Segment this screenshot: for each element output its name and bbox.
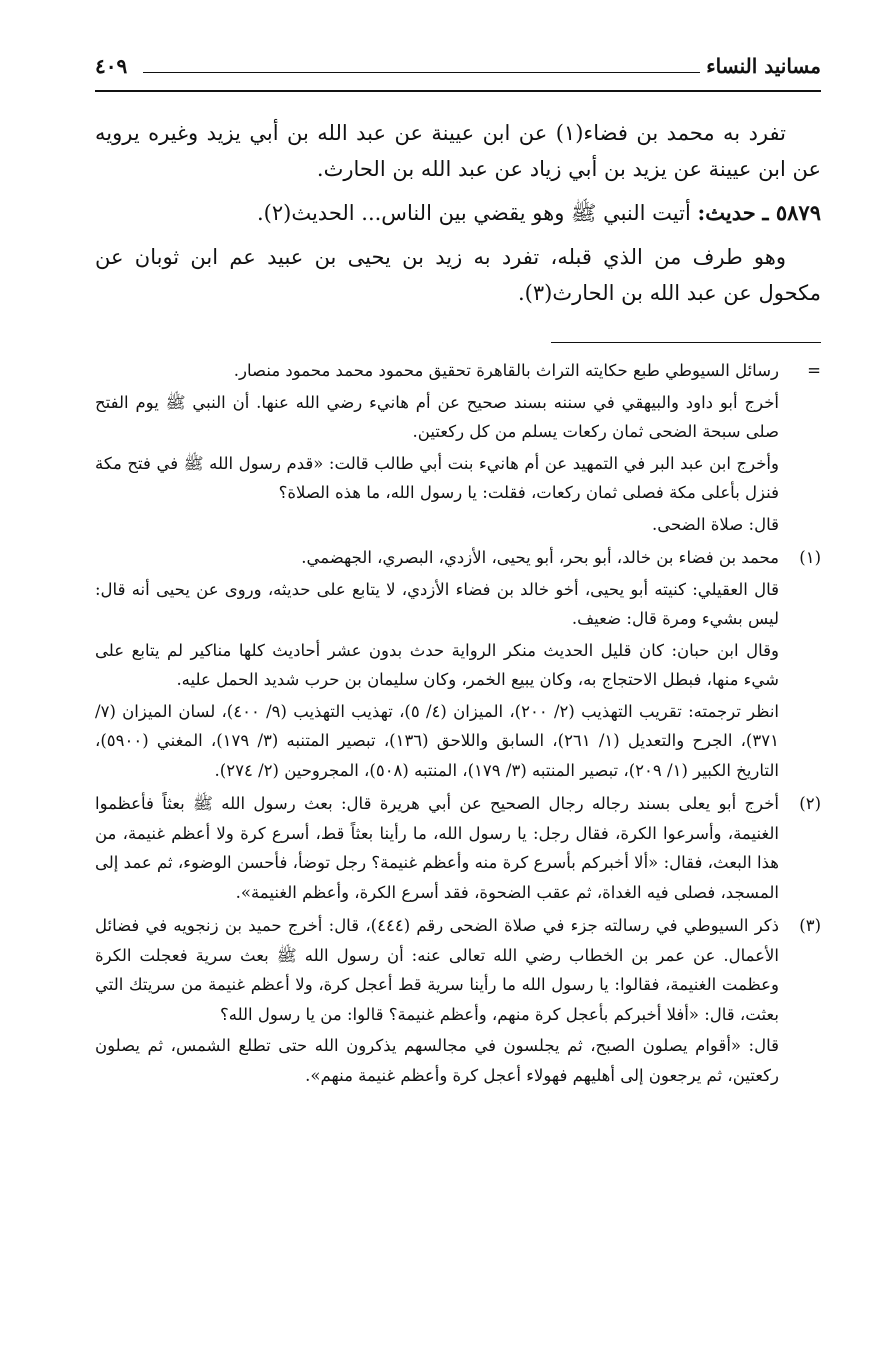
- footnote-paragraph: محمد بن فضاء بن خالد، أبو بحر، أبو يحيى، الأزدي، البصري، الجهضمي.: [301, 548, 779, 567]
- footnote-paragraph: أخرج أبو داود والبيهقي في سننه بسند صحيح عن أم هانيء رضي الله عنها. أن النبي ﷺ يوم الفتح صلى سبحة الضحى ثمان ركعات يسلم من كل ركعتين.: [95, 392, 779, 441]
- footnote-paragraph: انظر ترجمته: تقريب التهذيب (٢/ ٢٠٠)، الميزان (٤/ ٥)، تهذيب التهذيب (٩/ ٤٠٠)، لسان الميزان (٧/ ٣٧١)، الجرح والتعديل (١/ ٢٦١)، السابق واللاحق (١٣٦)، تبصير المتنبه (٣/ ١٧٩)، المغني (٥٩٠٠)، التاريخ الكبير (١/ ٢٠٩)، تبصير المنتبه (٣/ ١٧٩)، المنتبه (٥٠٨)، المجروحين (٢/ ٢٧٤).: [95, 701, 779, 780]
- header-title: مسانيد النساء: [700, 54, 821, 78]
- hadith-entry: [95, 195, 821, 231]
- footnote-paragraph: وأخرج ابن عبد البر في التمهيد عن أم هانيء بنت أبي طالب قالت: «قدم رسول الله ﷺ في فتح مكة فنزل بأعلى مكة فصلى ثمان ركعات، فقلت: يا رسول الله، ما هذه الصلاة؟: [95, 453, 779, 502]
- footnote-2: [95, 789, 821, 907]
- footnote-mark: (١): [799, 548, 821, 567]
- hadith-text: أتيت النبي ﷺ وهو يقضي بين الناس... الحديث(٢).: [256, 201, 691, 225]
- footnote-continued: [95, 356, 821, 539]
- footnote-separator: [551, 342, 821, 343]
- running-header: [95, 50, 821, 92]
- page-number: ٤٠٩: [95, 54, 128, 78]
- footnote-paragraph: قال: صلاة الضحى.: [651, 514, 779, 534]
- main-paragraph-1: تفرد به محمد بن فضاء(١) عن ابن عيينة عن عبد الله بن أبي يزيد وغيره يرويه عن ابن عيينة عن يزيد بن أبي زياد عن عبد الله بن الحارث.: [95, 121, 821, 181]
- footnote-paragraph: رسائل السيوطي طبع حكايته التراث بالقاهرة تحقيق محمود محمد محمود منصار.: [233, 361, 779, 380]
- footnote-mark: (٣): [799, 916, 821, 935]
- footnote-paragraph: ذكر السيوطي في رسالته جزء في صلاة الضحى رقم (٤٤٤)، قال: أخرج حميد بن زنجويه في فضائل الأعمال. عن عمر بن الخطاب رضي الله تعالى عنه: أن رسول الله ﷺ بعث سرية فعجلت الكرة وعظمت الغنيمة، فقالوا: يا رسول الله ما رأينا سرية قط أعجل كرة، ولا أعظم غنيمة من سريتك التي بعثت، قال: «أفلا أخبركم بأعجل كرة منهم، وأعظم غنيمة؟ قالوا: من يا رسول الله؟: [95, 916, 780, 1024]
- footnote-paragraph: قال العقيلي: كنيته أبو يحيى، أخو خالد بن فضاء الأزدي، لا يتابع على حديثه، وروى عن يحيى أنه قال: ليس بشيء ومرة قال: ضعيف.: [95, 579, 779, 628]
- hadith-number: ٥٨٧٩ ـ: [762, 200, 821, 225]
- hadith-label: حديث:: [697, 200, 756, 225]
- footnote-mark: =: [807, 361, 821, 380]
- footnote-paragraph: قال: «أقوام يصلون الصبح، ثم يجلسون في مجالسهم يذكرون الله حتى تطلع الشمس، ثم يصلون ركعتين، ثم يرجعون إلى أهليهم فهولاء أعجل كرة وأعظم غنيمة منهم».: [95, 1036, 779, 1085]
- footnotes: [95, 356, 821, 1094]
- footnote-mark: (٢): [799, 794, 821, 813]
- main-text: [95, 115, 821, 319]
- main-paragraph-3: وهو طرف من الذي قبله، تفرد به زيد بن يحيى بن عبيد عم ابن ثوبان عن مكحول عن عبد الله بن الحارث(٣).: [95, 245, 821, 305]
- footnote-paragraph: أخرج أبو يعلى بسند رجاله رجال الصحيح عن أبي هريرة قال: بعث رسول الله ﷺ بعثاً فأعظموا الغنيمة، وأسرعوا الكرة، فقال رجل: يا رسول الله، ما رأينا بعثاً قط، أسرع كرة ولا أعظم غنيمة، من هذا البعث، فقال: «ألا أخبركم بأسرع كرة منه وأعظم غنيمة؟ رجل توضأ، فأحسن الوضوء، ثم عمد إلى المسجد، فصلى فيه الغداة، ثم عقب الضحوة، فقد أسرع الكرة، وأعظم الغنيمة».: [95, 794, 779, 902]
- footnote-3: [95, 911, 821, 1090]
- header-divider: [95, 90, 821, 92]
- footnote-paragraph: وقال ابن حبان: كان قليل الحديث منكر الرواية حدث بدون عشر أحاديث كلها مناكير لم يتابع على شيء منها، فبطل الاحتجاج به، وكان يبيع الخمر، وكان سليمان بن حرب شديد الحمل عليه.: [95, 640, 779, 689]
- footnote-1: [95, 543, 821, 785]
- header-rule: [143, 72, 711, 73]
